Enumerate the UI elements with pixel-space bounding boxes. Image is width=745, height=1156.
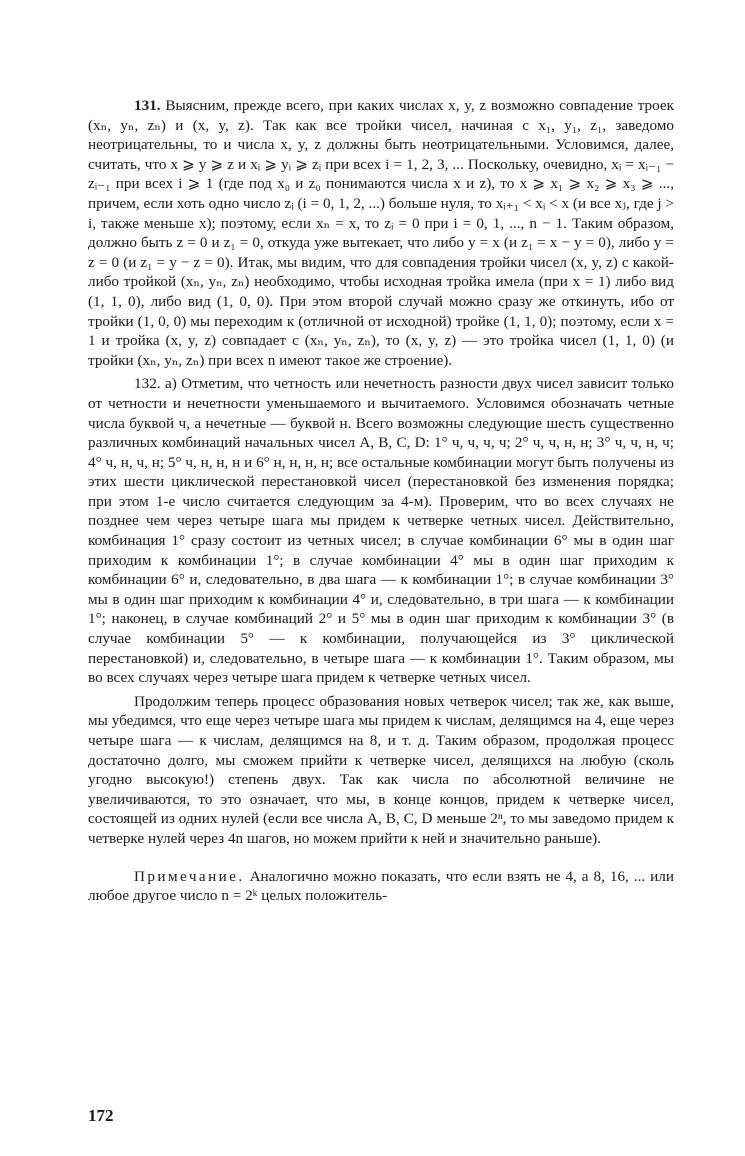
page-body	[88, 96, 674, 906]
problem-132-text: а) Отметим, что четность или нечетность разности двух чисел зависит только от четности и нечетности уменьшаемого и вычитаемого. Условимся обозначать четные числа буквой ч, а нечетные — буквой н. Всего возможны следующие шесть существенно различных комбинаций начальных чисел A, B, C, D: 1° ч, ч, ч, ч; 2° ч, ч, н, н; 3° ч, ч, н, ч; 4° ч, н, ч, н; 5° ч, н, н, н и 6° н, н, н, н; все остальные комбинации могут быть получены из этих шести циклической перестановкой чисел (перестановкой без изменения порядка; при этом 1-е число считается следующим за 4-м). Проверим, что во всех случаях не позднее чем через четыре шага мы придем к четверке четных чисел. Действительно, комбинация 1° сразу состоит из четных чисел; в случае комбинации 6° мы в один шаг приходим к комбинации 1°; в случае комбинации 4° мы в один шаг приходим к комбинации 6° и, следовательно, в два шага — к комбинации 1°; в случае комбинации 3° мы в один шаг приходим к комбинации 4° и, следовательно, в три шага — к комбинации 1°; наконец, в случае комбинаций 2° и 5° мы в один шаг приходим к комбинации 3° (в случае комбинации 5° — к комбинации, получающейся из 3° циклической перестановкой) и, следовательно, в четыре шага — к комбинации 1°. Таким образом, мы во всех случаях через четыре шага придем к четверке четных чисел.	[88, 375, 674, 687]
note-paragraph	[88, 867, 674, 906]
problem-131	[88, 96, 674, 370]
problem-132	[88, 374, 674, 688]
note-label: Примечание.	[134, 867, 245, 885]
page-number: 172	[88, 1106, 114, 1125]
continuation-paragraph: Продолжим теперь процесс образования новых четверок чисел; так же, как выше, мы убедимся, что еще через четыре шага мы придем к числам, делящимся на 4, еще через четыре шага — к числам, делящимся на 8, и т. д. Таким образом, продолжая процесс достаточно долго, мы сможем прийти к четверке чисел, делящихся на любую (сколь угодно высокую!) степень двух. Так как числа по абсолютной величине не увеличиваются, то это означает, что мы, в конце концов, придем к четверке чисел, состоящей из одних нулей (если все числа A, B, C, D меньше 2ⁿ, то мы заведомо придем к четверке нулей через 4n шагов, но можем прийти к ней и значительно раньше).	[88, 692, 674, 847]
problem-132-number: 132.	[134, 375, 161, 393]
problem-131-number: 131.	[134, 97, 161, 114]
note-text: Аналогично можно показать, что если взять не 4, а 8, 16, ... или любое другое число n = 2ᵏ целых положитель-	[88, 867, 675, 905]
problem-131-text: Выясним, прежде всего, при каких числах x, y, z возможно совпадение троек (xₙ, yₙ, zₙ) и (x, y, z). Так как все тройки чисел, начиная с x₁, y₁, z₁, заведомо неотрицательны, то и числа x, y, z должны быть неотрицательными. Условимся, далее, считать, что x ⩾ y ⩾ z и xᵢ ⩾ yᵢ ⩾ zᵢ при всех i = 1, 2, 3, ... Поскольку, очевидно, xᵢ = xᵢ₋₁ − zᵢ₋₁ при всех i ⩾ 1 (где под x₀ и z₀ понимаются числа x и z), то x ⩾ x₁ ⩾ x₂ ⩾ x₃ ⩾ ..., причем, если хоть одно число zᵢ (i = 0, 1, 2, ...) больше нуля, то xᵢ₊₁ < xᵢ < x (и все xⱼ, где j > i, также меньше x); поэтому, если xₙ = x, то zᵢ = 0 при i = 0, 1, ..., n − 1. Таким образом, должно быть z = 0 и z₁ = 0, откуда уже вытекает, что либо y = x (и z₁ = x − y = 0), либо y = z = 0 (и z₁ = y − z = 0). Итак, мы видим, что для совпадения тройки чисел (x, y, z) с какой-либо тройкой (xₙ, yₙ, zₙ) необходимо, чтобы исходная тройка имела (при x = 1) либо вид (1, 1, 0), либо вид (1, 0, 0). При этом второй случай можно сразу же откинуть, ибо от тройки (1, 0, 0) мы переходим к (отличной от исходной) тройке (1, 1, 0); поэтому, если x = 1 и тройка (x, y, z) совпадает с (xₙ, yₙ, zₙ), то (x, y, z) — это тройка чисел (1, 1, 0) (и тройки (xₙ, yₙ, zₙ) при всех n имеют такое же строение).	[88, 97, 675, 369]
